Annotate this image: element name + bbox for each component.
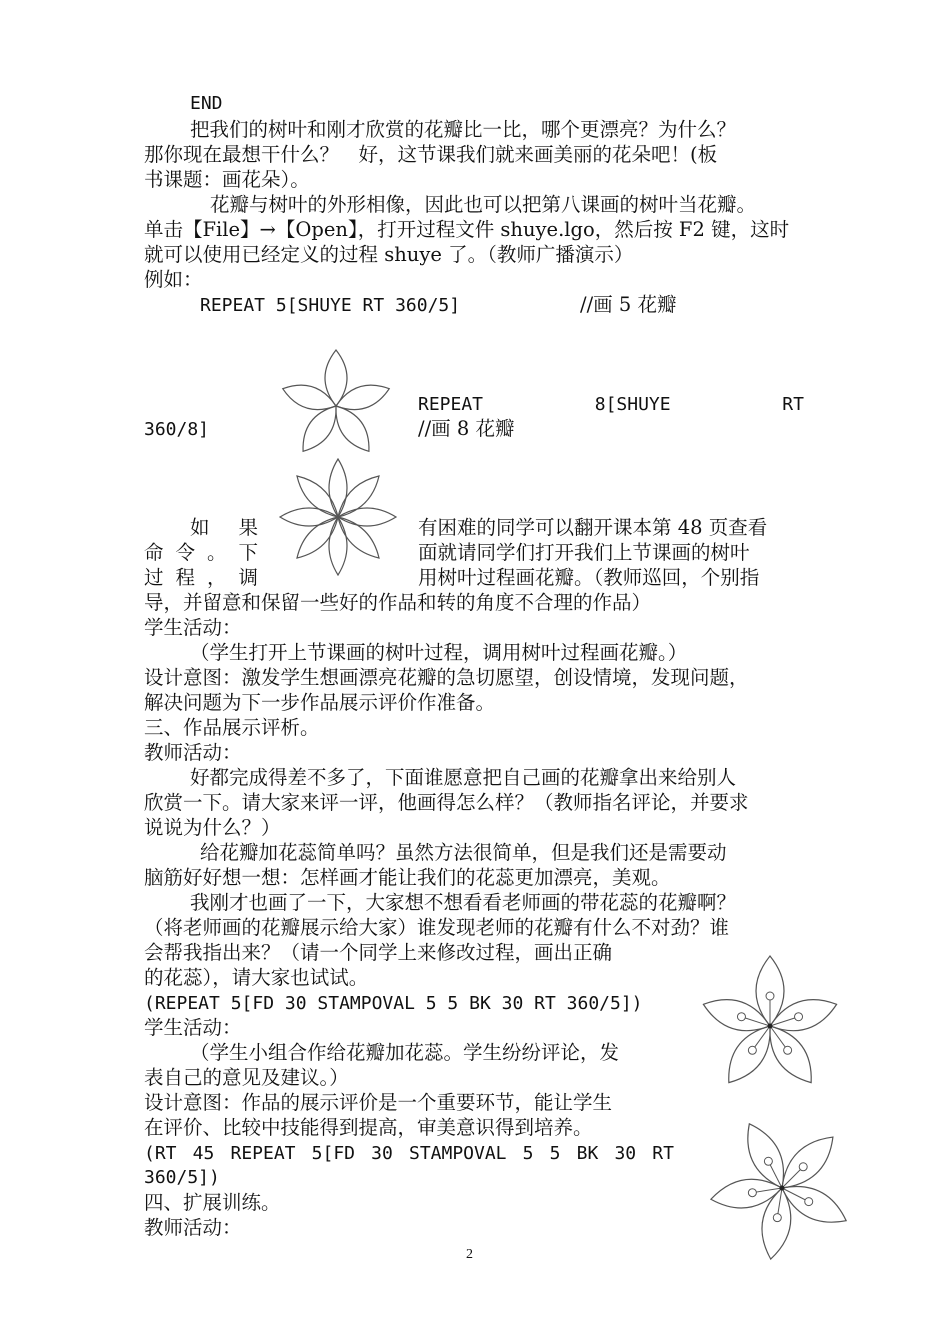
code-comment: //画 8 花瓣	[418, 417, 515, 440]
section-heading: 三、作品展示评析。	[144, 716, 320, 739]
paragraph-line: 用树叶过程画花瓣。（教师巡回，个别指	[418, 566, 760, 589]
five-petal-flower-drawing	[262, 346, 412, 454]
stamen-tip	[748, 1046, 756, 1054]
text-char: 下	[238, 541, 258, 564]
paragraph-left-fragment	[144, 566, 258, 590]
code-token: RT	[782, 394, 804, 415]
paragraph-line: 脑筋好好想一想：怎样画才能让我们的花蕊更加漂亮，美观。	[144, 866, 671, 889]
stamen-tip	[805, 1198, 813, 1206]
five-petal-flower-figure	[262, 346, 412, 454]
code-token: 45	[192, 1143, 215, 1164]
code-token: 30	[614, 1143, 637, 1164]
petal	[325, 350, 347, 406]
stamen-tip	[766, 992, 774, 1000]
petal	[762, 1188, 791, 1259]
petal	[336, 406, 369, 451]
code-rt45-end: 360/5])	[144, 1167, 220, 1188]
paragraph-line: 会帮我指出来？（请一个同学上来修改过程，画出正确	[144, 941, 613, 964]
paragraph-line: 面就请同学们打开我们上节课画的树叶	[418, 541, 750, 564]
eight-petal-flower-figure	[262, 456, 414, 578]
code-rt45-line	[144, 1142, 674, 1166]
petal	[297, 517, 338, 558]
petal	[329, 517, 347, 575]
petal	[338, 517, 379, 558]
paragraph-left-fragment	[144, 541, 258, 565]
stamen-tip	[748, 1189, 756, 1197]
flower-center	[768, 1024, 773, 1029]
code-token: 5[FD	[311, 1143, 356, 1164]
text-char: 程	[175, 566, 195, 589]
text-char: 如	[190, 516, 210, 539]
code-token: REPEAT	[230, 1143, 296, 1164]
petal	[770, 1000, 837, 1031]
code-token: BK	[576, 1143, 599, 1164]
code-token: 30	[371, 1143, 393, 1164]
rotated-flower-with-stamens-figure	[696, 1112, 866, 1272]
text-char: 调	[238, 566, 258, 589]
text-char: 过	[144, 566, 164, 589]
paragraph-line: 欣赏一下。请大家来评一评，他画得怎么样？（教师指名评论，并要求	[144, 791, 749, 814]
code-token: STAMPOVAL	[408, 1143, 507, 1164]
code-end: END	[190, 93, 223, 114]
paragraph-line: 把我们的树叶和刚才欣赏的花瓣比一比，哪个更漂亮？为什么？	[190, 118, 737, 141]
section-label: 学生活动：	[144, 1016, 242, 1039]
text-char: ，	[206, 566, 227, 589]
paragraph-line: 单击【File】→【Open】，打开过程文件 shuye.lgo，然后按 F2 键，这时	[144, 218, 790, 241]
code-stampoval: (REPEAT 5[FD 30 STAMPOVAL 5 5 BK 30 RT 360/5])	[144, 993, 643, 1014]
stamen-tip	[773, 1214, 781, 1222]
eight-petal-flower-drawing	[262, 456, 414, 578]
section-label: 学生活动：	[144, 616, 242, 639]
code-token: REPEAT	[418, 394, 484, 415]
flower-center	[780, 1186, 785, 1191]
text-char: 令	[175, 541, 195, 564]
petal	[280, 508, 338, 526]
paragraph-line: 表自己的意见及建议。）	[144, 1066, 349, 1089]
petal	[711, 1179, 782, 1208]
petal	[782, 1187, 846, 1223]
page-number: 2	[466, 1247, 473, 1262]
code-repeat8-end: 360/8]	[144, 419, 210, 440]
code-token: RT	[652, 1143, 674, 1164]
petal	[338, 476, 379, 517]
code-token: 5	[549, 1143, 561, 1164]
flower-with-stamens-drawing	[684, 954, 852, 1100]
code-token: 8[SHUYE	[594, 394, 671, 415]
stamen-tip	[784, 1046, 792, 1054]
paragraph-line: 好都完成得差不多了，下面谁愿意把自己画的花瓣拿出来给别人	[190, 766, 737, 789]
paragraph-line: 就可以使用已经定义的过程 shuye 了。（教师广播演示）	[144, 243, 634, 266]
paragraph-line: 设计意图：激发学生想画漂亮花瓣的急切愿望，创设情境，发现问题，	[144, 666, 749, 689]
paragraph-line: 说说为什么？）	[144, 816, 281, 839]
paragraph-line: 在评价、比较中技能得到提高，审美意识得到培养。	[144, 1116, 593, 1139]
paragraph-line: 设计意图：作品的展示评价是一个重要环节，能让学生	[144, 1091, 613, 1114]
section-heading: 四、扩展训练。	[144, 1191, 281, 1214]
paragraph-line: 导，并留意和保留一些好的作品和转的角度不合理的作品）	[144, 591, 652, 614]
text-char: 果	[238, 516, 258, 539]
stamen-tip	[764, 1157, 772, 1165]
paragraph-line: 花瓣与树叶的外形相像，因此也可以把第八课画的树叶当花瓣。	[210, 193, 757, 216]
paragraph-line: （学生小组合作给花瓣加花蕊。学生纷纷评论，发	[190, 1041, 620, 1064]
code-token: 5	[522, 1143, 534, 1164]
text-char: 命	[144, 541, 164, 564]
paragraph-line: 那你现在最想干什么？ 好，这节课我们就来画美丽的花朵吧！(板	[144, 143, 718, 166]
stamen-tip	[795, 1013, 803, 1021]
rotated-flower-with-stamens-drawing	[696, 1112, 866, 1272]
stamen-tip	[799, 1163, 807, 1171]
paragraph-line: 的花蕊），请大家也试试。	[144, 966, 369, 989]
petal	[297, 476, 338, 517]
code-comment: //画 5 花瓣	[580, 293, 677, 316]
paragraph-left-fragment	[190, 516, 258, 540]
section-label: 教师活动：	[144, 741, 242, 764]
petal	[303, 406, 336, 451]
paragraph-line: 我刚才也画了一下，大家想不想看看老师画的带花蕊的花瓣啊？	[190, 891, 737, 914]
paragraph-line: 书课题：画花朵）。	[144, 168, 310, 191]
paragraph-line: 解决问题为下一步作品展示评价作准备。	[144, 691, 496, 714]
text-char: 。	[206, 541, 227, 564]
code-token: (RT	[144, 1143, 177, 1164]
stamen-tip	[737, 1013, 745, 1021]
petal	[336, 385, 389, 410]
paragraph-line: （将老师画的花瓣展示给大家）谁发现老师的花瓣有什么不对劲？谁	[144, 916, 730, 939]
petal	[748, 1124, 784, 1188]
paragraph-line: （学生打开上节课画的树叶过程，调用树叶过程画花瓣。）	[190, 641, 688, 664]
petal	[329, 459, 347, 517]
paragraph-line: 例如：	[144, 268, 203, 291]
petal	[283, 385, 336, 410]
petal	[703, 1000, 770, 1031]
stamen-stem	[782, 1167, 803, 1188]
code-repeat5: REPEAT 5[SHUYE RT 360/5]	[200, 295, 461, 316]
code-repeat8-line	[418, 393, 804, 417]
paragraph-line: 有困难的同学可以翻开课本第 48 页查看	[418, 516, 768, 539]
flower-with-stamens-figure	[684, 954, 852, 1100]
section-label: 教师活动：	[144, 1216, 242, 1239]
paragraph-line: 给花瓣加花蕊简单吗？虽然方法很简单，但是我们还是需要动	[200, 841, 727, 864]
petal	[338, 508, 396, 526]
